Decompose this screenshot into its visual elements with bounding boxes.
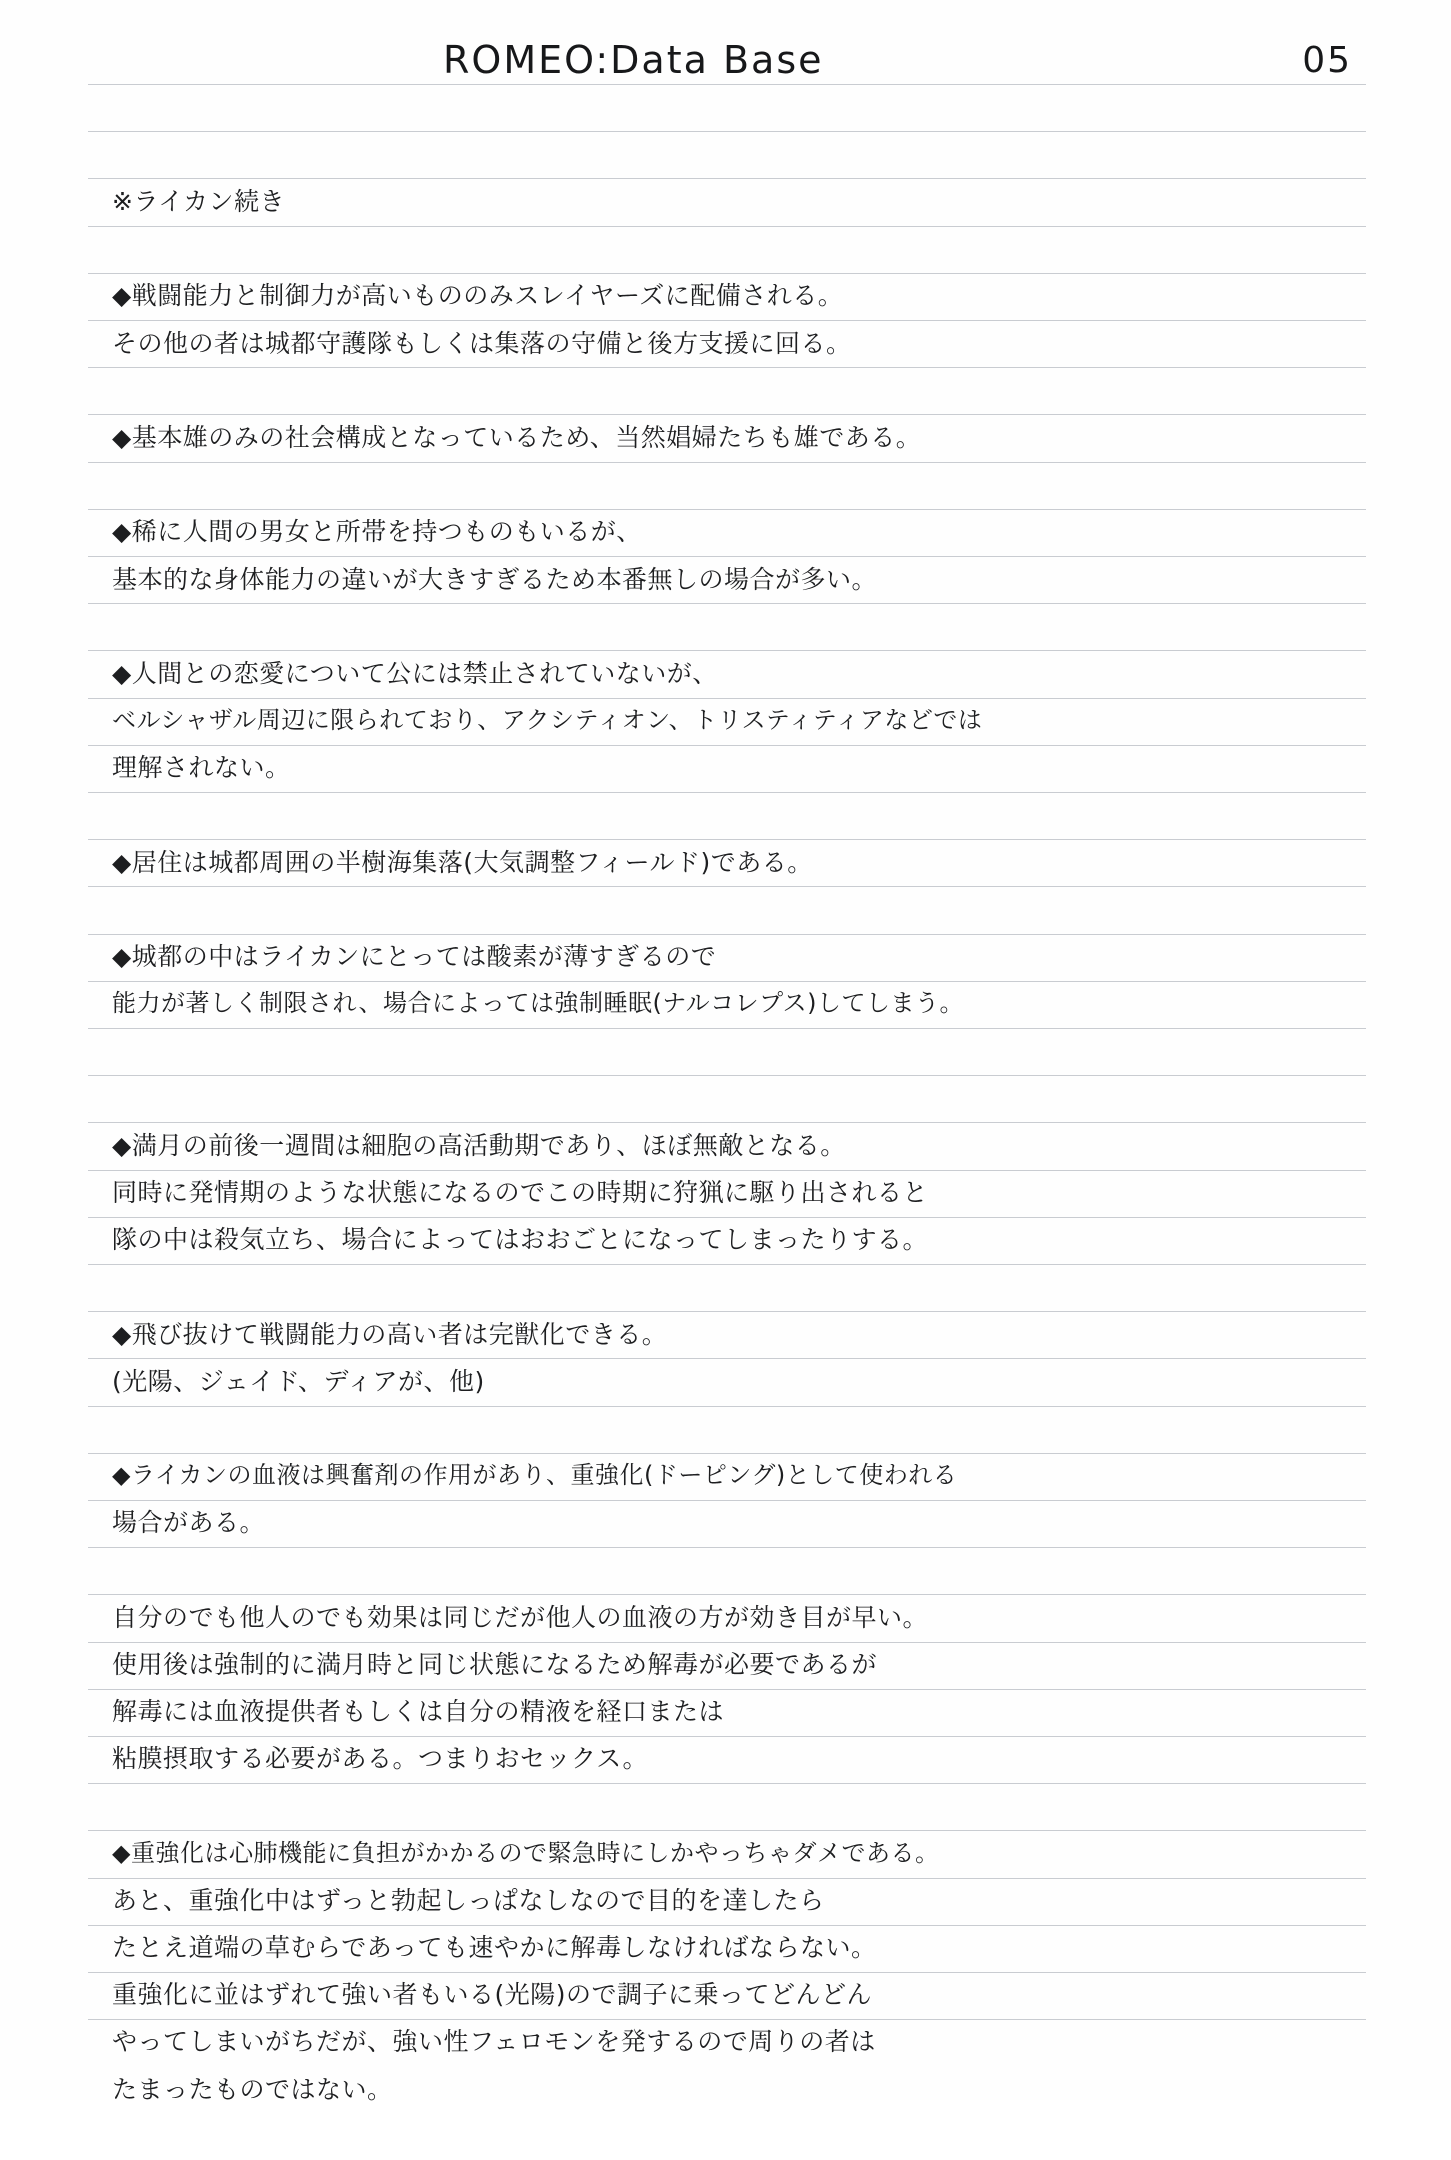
- note-paragraph: [112, 272, 1352, 366]
- blank-line: [112, 1263, 1352, 1310]
- blank-line: [112, 1405, 1352, 1452]
- blank-line: [112, 603, 1352, 650]
- note-line: ◆飛び抜けて戦闘能力の高い者は完獣化できる。: [112, 1319, 668, 1349]
- note-line: 隊の中は殺気立ち、場合によってはおおごとになってしまったりする。: [112, 1225, 929, 1255]
- note-line: ベルシャザル周辺に限られており、アクシティオン、トリスティティアなどでは: [112, 706, 983, 735]
- note-line: ◆満月の前後一週間は細胞の高活動期であり、ほぼ無敵となる。: [112, 1130, 846, 1160]
- note-line: 自分のでも他人のでも効果は同じだが他人の血液の方が効き目が早い。: [112, 1602, 929, 1632]
- blank-line: [112, 225, 1352, 272]
- note-line: ◆人間との恋愛について公には禁止されていないが、: [112, 658, 718, 688]
- note-line: ◆稀に人間の男女と所帯を持つものもいるが、: [112, 517, 642, 547]
- note-body: [112, 178, 1352, 2160]
- note-line: やってしまいがちだが、強い性フェロモンを発するので周りの者は: [112, 2027, 876, 2057]
- note-paragraph: [112, 508, 1352, 602]
- paragraph-list: [112, 272, 1352, 2160]
- note-line: 理解されない。: [112, 753, 291, 783]
- note-line: ◆ライカンの血液は興奮剤の作用があり、重強化(ドーピング)として使われる: [112, 1461, 958, 1490]
- note-line: 重強化に並はずれて強い者もいる(光陽)ので調子に乗ってどんどん: [112, 1980, 873, 2010]
- page-number: 05: [1302, 40, 1352, 81]
- note-paragraph: [112, 933, 1352, 1027]
- blank-line: [112, 2113, 1352, 2160]
- blank-line: [112, 1027, 1352, 1074]
- note-marker: ※ライカン続き: [112, 187, 285, 216]
- blank-line: [112, 367, 1352, 414]
- note-paragraph: [112, 650, 1352, 792]
- note-line: 使用後は強制的に満月時と同じ状態になるため解毒が必要であるが: [112, 1649, 878, 1679]
- blank-line: [112, 791, 1352, 838]
- note-paragraph: [112, 1594, 1352, 1783]
- rule-line: [88, 131, 1366, 132]
- note-line: その他の者は城都守護隊もしくは集落の守備と後方支援に回る。: [112, 328, 852, 358]
- page-title: ROMEO:Data Base: [443, 38, 824, 82]
- note-line: ◆居住は城都周囲の半樹海集落(大気調整フィールド)である。: [112, 847, 813, 877]
- note-line: 基本的な身体能力の違いが大きすぎるため本番無しの場合が多い。: [112, 564, 878, 594]
- note-line: たとえ道端の草むらであっても速やかに解毒しなければならない。: [112, 1932, 877, 1962]
- note-paragraph: [112, 1122, 1352, 1264]
- note-line: ◆重強化は心肺機能に負担がかかるので緊急時にしかやっちゃダメである。: [112, 1838, 940, 1867]
- blank-line: [112, 1782, 1352, 1829]
- note-line: たまったものではない。: [112, 2074, 393, 2104]
- note-line: 同時に発情期のような状態になるのでこの時期に狩猟に駆り出されると: [112, 1177, 929, 1207]
- page-header: [88, 38, 1366, 94]
- note-line: ◆城都の中はライカンにとっては酸素が薄すぎるので: [112, 942, 717, 971]
- blank-line: [112, 1546, 1352, 1593]
- note-paragraph: [112, 1830, 1352, 2113]
- blank-line: [112, 461, 1352, 508]
- note-paragraph: [112, 1452, 1352, 1546]
- blank-line: [112, 1075, 1352, 1122]
- note-line: 能力が著しく制限され、場合によっては強制睡眠(ナルコレプス)してしまう。: [112, 989, 965, 1018]
- note-line: ◆基本雄のみの社会構成となっているため、当然娼婦たちも雄である。: [112, 422, 922, 452]
- note-line: 解毒には血液提供者もしくは自分の精液を経口または: [112, 1697, 725, 1726]
- note-line: (光陽、ジェイド、ディアが、他): [112, 1366, 485, 1396]
- note-line: ◆戦闘能力と制御力が高いもののみスレイヤーズに配備される。: [112, 281, 844, 311]
- note-line: 粘膜摂取する必要がある。つまりおセックス。: [112, 1744, 649, 1774]
- note-paragraph: [112, 839, 1352, 886]
- note-line: 場合がある。: [112, 1508, 266, 1538]
- blank-line: [112, 886, 1352, 933]
- note-line: あと、重強化中はずっと勃起しっぱなしなので目的を達したら: [112, 1885, 825, 1915]
- note-paragraph: [112, 414, 1352, 461]
- note-paragraph: [112, 1311, 1352, 1405]
